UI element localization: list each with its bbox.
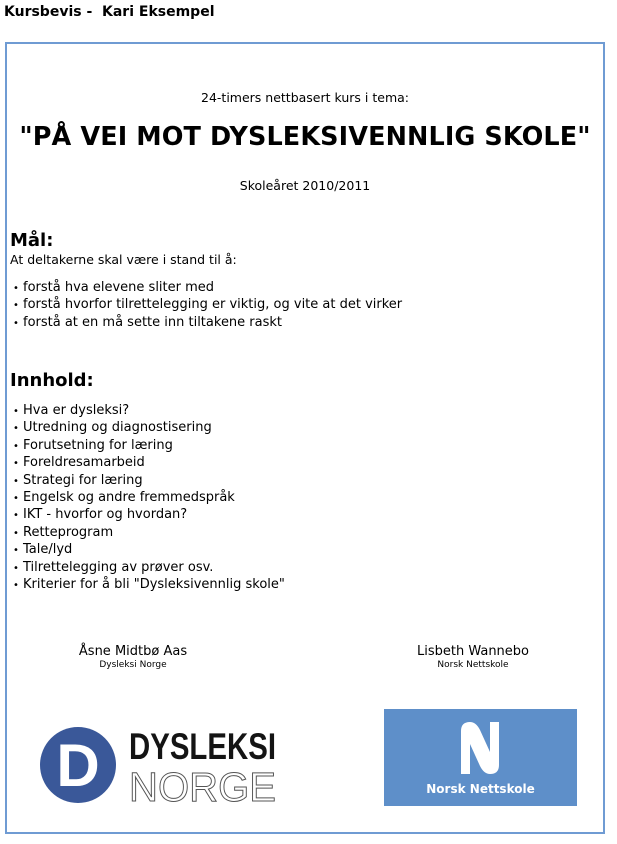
course-title: "PÅ VEI MOT DYSLEKSIVENNLIG SKOLE" bbox=[19, 122, 591, 152]
bullet-icon: • bbox=[13, 475, 19, 487]
goals-heading: Mål: bbox=[10, 230, 54, 251]
bullet-icon: • bbox=[13, 458, 19, 470]
signer-org: Dysleksi Norge bbox=[99, 660, 167, 670]
bullet-icon: • bbox=[13, 300, 19, 312]
signature-left bbox=[63, 644, 203, 670]
page-title: Kursbevis - Kari Eksempel bbox=[4, 4, 215, 20]
bullet-icon: • bbox=[13, 545, 19, 557]
list-item: • Kriterier for å bli "Dysleksivennlig skole" bbox=[10, 576, 285, 593]
list-item: • IKT - hvorfor og hvordan? bbox=[10, 506, 285, 523]
course-intro: 24-timers nettbasert kurs i tema: bbox=[201, 90, 409, 105]
list-item: • forstå hvorfor tilrettelegging er viktig, og vite at det virker bbox=[10, 296, 402, 313]
bullet-icon: • bbox=[13, 510, 19, 522]
signer-org: Norsk Nettskole bbox=[437, 660, 509, 670]
signer-name: Åsne Midtbø Aas bbox=[78, 644, 188, 659]
list-item: • Engelsk og andre fremmedspråk bbox=[10, 489, 285, 506]
list-item: • forstå hva elevene sliter med bbox=[10, 279, 402, 296]
bullet-icon: • bbox=[13, 317, 19, 329]
nettskole-logo-text: Norsk Nettskole bbox=[426, 782, 535, 796]
bullet-icon: • bbox=[13, 562, 19, 574]
bullet-icon: • bbox=[13, 440, 19, 452]
list-item: • Strategi for læring bbox=[10, 472, 285, 489]
n-icon bbox=[454, 719, 506, 777]
goals-lead: At deltakerne skal være i stand til å: bbox=[10, 252, 237, 267]
logo-text-line2: NORGE bbox=[129, 764, 276, 810]
list-item: • Hva er dysleksi? bbox=[10, 402, 285, 419]
bullet-icon: • bbox=[13, 423, 19, 435]
list-item: • Tale/lyd bbox=[10, 541, 285, 558]
bullet-icon: • bbox=[13, 492, 19, 504]
school-year: Skoleåret 2010/2011 bbox=[239, 178, 371, 193]
dysleksi-norge-logo bbox=[40, 720, 280, 810]
bullet-icon: • bbox=[13, 579, 19, 591]
list-item: • Forutsetning for læring bbox=[10, 437, 285, 454]
content-list bbox=[10, 402, 285, 593]
list-item: • Retteprogram bbox=[10, 524, 285, 541]
norsk-nettskole-logo bbox=[384, 709, 577, 806]
list-item: • Utredning og diagnostisering bbox=[10, 419, 285, 436]
signer-name: Lisbeth Wannebo bbox=[416, 644, 530, 659]
logo-letter: D bbox=[56, 732, 100, 799]
bullet-icon: • bbox=[13, 406, 19, 417]
list-item: • Tilrettelegging av prøver osv. bbox=[10, 559, 285, 576]
bullet-icon: • bbox=[13, 283, 19, 294]
certificate bbox=[5, 42, 605, 834]
signature-right bbox=[403, 644, 543, 670]
content-heading: Innhold: bbox=[10, 370, 94, 391]
bullet-icon: • bbox=[13, 527, 19, 539]
logo-text-line1: DYSLEKSI bbox=[129, 726, 276, 767]
list-item: • forstå at en må sette inn tiltakene raskt bbox=[10, 314, 402, 331]
goals-list bbox=[10, 279, 402, 331]
list-item: • Foreldresamarbeid bbox=[10, 454, 285, 471]
